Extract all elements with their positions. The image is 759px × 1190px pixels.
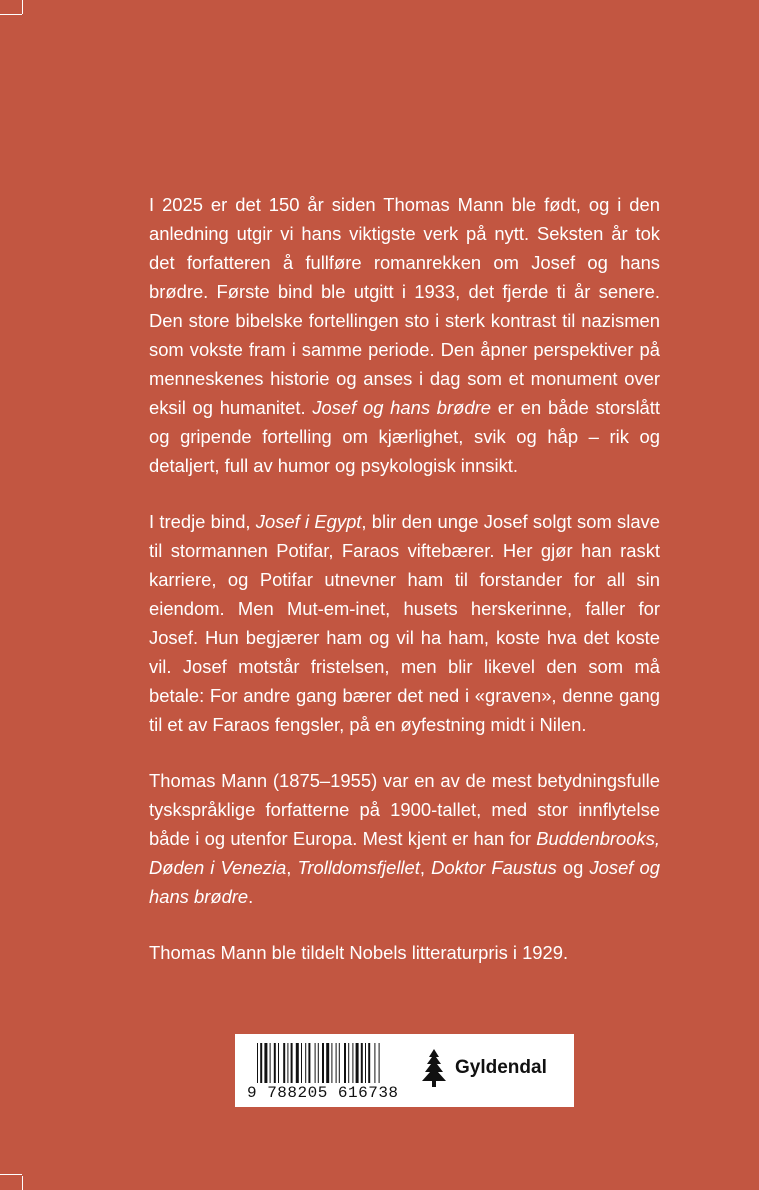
barcode-bar xyxy=(283,1043,285,1083)
barcode-bar xyxy=(336,1043,337,1083)
crop-mark xyxy=(22,1176,23,1190)
barcode-bar xyxy=(365,1043,366,1083)
barcode-bar xyxy=(322,1043,324,1083)
paragraph xyxy=(149,190,660,480)
barcode-bar xyxy=(356,1043,359,1083)
barcode-bar xyxy=(379,1043,380,1083)
text-segment: , xyxy=(419,857,432,878)
barcode-bar xyxy=(348,1043,349,1083)
publisher-name: Gyldendal xyxy=(455,1057,547,1078)
barcode-bar xyxy=(257,1043,258,1083)
text-segment: , blir den unge Josef solgt som slave til stormannen Potifar, Faraos viftebærer. Her gjør han raskt karriere, og Potifar utnevner ham til forstander for all sin eiendom. Men Mut-em-inet, husets herskerinne, faller for Josef. Hun begjærer ham og vil ha ham, koste hva det koste vil. Josef motstår fristelsen, men blir likevel den som må betale: For andre gang bærer det ned i «graven», denne gang til et av Faraos fengsler, på en øyfestning midt i Nilen. xyxy=(149,511,660,735)
barcode-bar xyxy=(352,1043,353,1083)
text-segment: og xyxy=(556,857,590,878)
barcode-bar xyxy=(296,1043,299,1083)
crop-mark xyxy=(0,14,22,15)
barcode-bar xyxy=(339,1043,340,1083)
barcode-bar xyxy=(274,1043,276,1083)
back-cover-text xyxy=(149,190,660,994)
paragraph xyxy=(149,507,660,739)
text-segment: Thomas Mann ble tildelt Nobels litteraturpris i 1929. xyxy=(149,942,569,963)
fir-tree-icon xyxy=(419,1048,449,1088)
isbn-number: 9 788205 616738 xyxy=(247,1084,399,1102)
barcode-bar xyxy=(301,1043,302,1083)
barcode-panel xyxy=(235,1034,574,1107)
barcode-bar xyxy=(270,1043,271,1083)
book-title: Josef og hans brødre xyxy=(149,857,660,907)
barcode-bar xyxy=(331,1043,332,1083)
barcode-bar xyxy=(264,1043,267,1083)
paragraph xyxy=(149,766,660,911)
book-title: Trolldomsfjellet xyxy=(297,857,420,878)
text-segment: I tredje bind, xyxy=(149,511,256,532)
text-segment: I 2025 er det 150 år siden Thomas Mann ble født, og i den anledning utgir vi hans viktigste verk på nytt. Seksten år tok det forfatteren å fullføre romanrekken om Josef og hans brødre. Første bind ble utgitt i 1933, det fjerde ti år senere. Den store bibelske fortellingen sto i sterk kontrast til nazismen som vokste fram i samme periode. Den åpner perspektiver på menneskenes historie og anses i dag som et monument over eksil og humanitet. xyxy=(149,194,660,418)
barcode-bar xyxy=(368,1043,370,1083)
barcode-bar xyxy=(305,1043,306,1083)
book-title: Doktor Faustus xyxy=(431,857,557,878)
barcode-bar xyxy=(278,1043,279,1083)
barcode-bar xyxy=(344,1043,346,1083)
text-segment: . xyxy=(248,886,254,907)
book-title: Josef og hans brødre xyxy=(312,397,491,418)
barcode-bar xyxy=(291,1043,293,1083)
text-segment: er en både storslått og gripende fortelling om kjærlighet, svik og håp – rik og detaljert, full av humor og psykologisk innsikt. xyxy=(149,397,660,476)
book-title: Josef i Egypt xyxy=(255,511,362,532)
barcode-bar xyxy=(308,1043,310,1083)
text-segment: , xyxy=(286,857,298,878)
barcode-bar xyxy=(361,1043,363,1083)
book-title: Buddenbrooks, Døden i Venezia xyxy=(149,828,660,878)
barcode-bar xyxy=(287,1043,288,1083)
barcode-bar xyxy=(318,1043,319,1083)
paragraph xyxy=(149,938,660,967)
crop-mark xyxy=(0,1174,22,1175)
barcode xyxy=(257,1043,407,1083)
barcode-bar xyxy=(374,1043,375,1083)
text-segment: Thomas Mann (1875–1955) var en av de mest betydningsfulle tyskspråklige forfatterne på 1900-tallet, med stor innflytelse både i og utenfor Europa. Mest kjent er han for xyxy=(149,770,660,849)
barcode-bar xyxy=(315,1043,316,1083)
barcode-bar xyxy=(260,1043,262,1083)
barcode-bar xyxy=(326,1043,329,1083)
crop-mark xyxy=(22,0,23,14)
publisher-logo xyxy=(419,1048,547,1088)
